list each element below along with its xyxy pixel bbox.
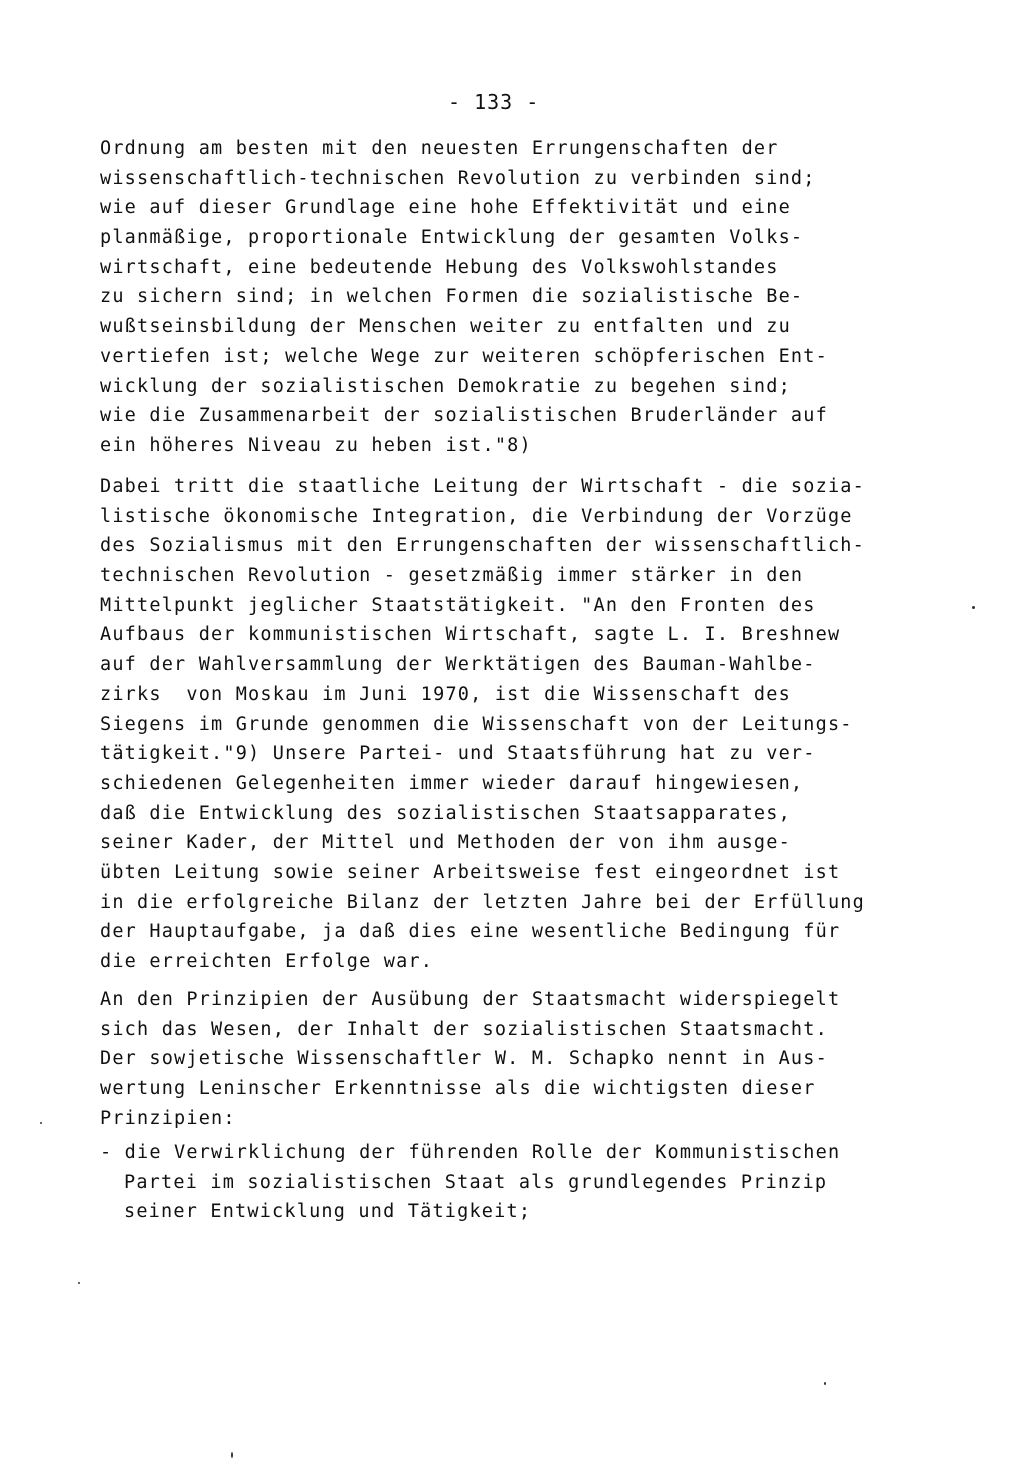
text-line: wußtseinsbildung der Menschen weiter zu entfalten und zu bbox=[100, 316, 791, 338]
text-line: auf der Wahlversammlung der Werktätigen des Bauman-Wahlbe- bbox=[100, 654, 816, 676]
scan-speck bbox=[972, 606, 975, 609]
text-line: zirks von Moskau im Juni 1970, ist die Wissenschaft des bbox=[100, 683, 791, 705]
text-line: des Sozialismus mit den Errungenschaften der wissenschaftlich- bbox=[100, 535, 865, 557]
text-line: tätigkeit."9) Unsere Partei- und Staatsführung hat zu ver- bbox=[100, 743, 816, 765]
text-line: wie auf dieser Grundlage eine hohe Effektivität und eine bbox=[100, 197, 791, 219]
text-line: zu sichern sind; in welchen Formen die sozialistische Be- bbox=[100, 286, 804, 308]
text-line: wertung Leninscher Erkenntnisse als die wichtigsten dieser bbox=[100, 1078, 816, 1100]
paragraph-3 bbox=[100, 985, 880, 1133]
paragraph-2 bbox=[100, 472, 880, 977]
text-line: der Hauptaufgabe, ja daß dies eine wesentliche Bedingung für bbox=[100, 921, 841, 943]
list-item-continuation: seiner Entwicklung und Tätigkeit; bbox=[124, 1201, 532, 1223]
text-line: wie die Zusammenarbeit der sozialistischen Bruderländer auf bbox=[100, 405, 828, 427]
scan-speck bbox=[824, 1382, 826, 1385]
text-line: Prinzipien: bbox=[100, 1107, 236, 1129]
text-line: schiedenen Gelegenheiten immer wieder darauf hingewiesen, bbox=[100, 772, 804, 794]
scan-speck bbox=[78, 1282, 80, 1284]
text-line: wirtschaft, eine bedeutende Hebung des Volkswohlstandes bbox=[100, 256, 779, 278]
text-line: Mittelpunkt jeglicher Staatstätigkeit. "An den Fronten des bbox=[100, 594, 816, 616]
text-line: ein höheres Niveau zu heben ist."8) bbox=[100, 434, 532, 456]
scan-speck bbox=[231, 1452, 233, 1458]
text-line: sich das Wesen, der Inhalt der sozialistischen Staatsmacht. bbox=[100, 1018, 828, 1040]
text-line: Siegens im Grunde genommen die Wissenschaft von der Leitungs- bbox=[100, 713, 853, 735]
text-line: daß die Entwicklung des sozialistischen Staatsapparates, bbox=[100, 802, 791, 824]
text-line: übten Leitung sowie seiner Arbeitsweise fest eingeordnet ist bbox=[100, 861, 841, 883]
text-line: vertiefen ist; welche Wege zur weiteren schöpferischen Ent- bbox=[100, 345, 828, 367]
text-line: Der sowjetische Wissenschaftler W. M. Schapko nennt in Aus- bbox=[100, 1048, 828, 1070]
text-line: Ordnung am besten mit den neuesten Errungenschaften der bbox=[100, 138, 779, 159]
text-line: listische ökonomische Integration, die Verbindung der Vorzüge bbox=[100, 505, 853, 527]
scan-speck bbox=[40, 1122, 42, 1124]
text-line: technischen Revolution - gesetzmäßig immer stärker in den bbox=[100, 565, 804, 587]
text-line: in die erfolgreiche Bilanz der letzten Jahre bei der Erfüllung bbox=[100, 891, 865, 913]
text-line: wicklung der sozialistischen Demokratie zu begehen sind; bbox=[100, 375, 791, 397]
list-item: - die Verwirklichung der führenden Rolle der Kommunistischen bbox=[100, 1142, 841, 1163]
list-item-continuation: Partei im sozialistischen Staat als grundlegendes Prinzip bbox=[124, 1171, 828, 1193]
paragraph-1 bbox=[100, 134, 880, 461]
text-line: wissenschaftlich-technischen Revolution zu verbinden sind; bbox=[100, 167, 816, 189]
bullet-list bbox=[100, 1138, 880, 1227]
text-line: Aufbaus der kommunistischen Wirtschaft, sagte L. I. Breshnew bbox=[100, 624, 841, 646]
text-line: die erreichten Erfolge war. bbox=[100, 951, 434, 972]
text-line: planmäßige, proportionale Entwicklung der gesamten Volks- bbox=[100, 227, 804, 249]
text-line: seiner Kader, der Mittel und Methoden der von ihm ausge- bbox=[100, 832, 791, 854]
page-number: - 133 - bbox=[448, 90, 540, 114]
text-line: An den Prinzipien der Ausübung der Staatsmacht widerspiegelt bbox=[100, 989, 841, 1010]
text-line: Dabei tritt die staatliche Leitung der Wirtschaft - die sozia- bbox=[100, 476, 865, 497]
